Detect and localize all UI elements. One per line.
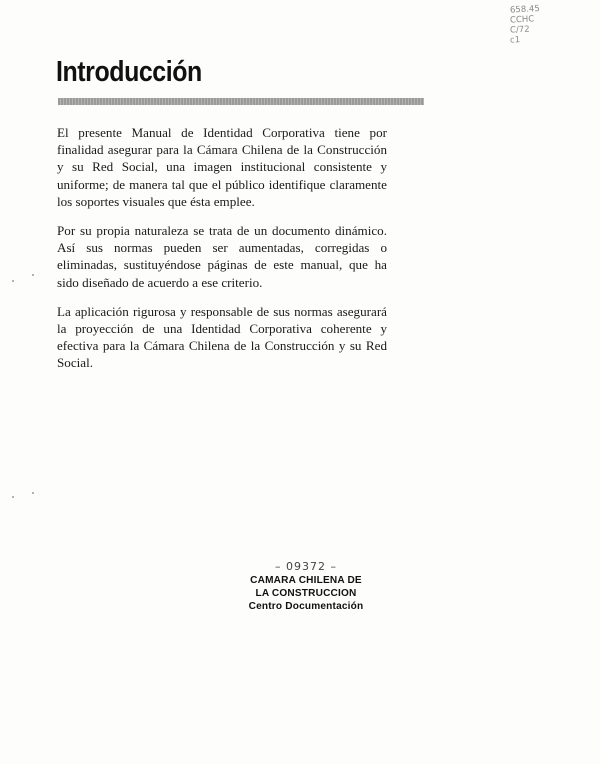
handwritten-note-line: CCHC [509, 14, 535, 26]
library-stamp [236, 560, 376, 613]
body-text [57, 124, 387, 384]
title-underline-bar [58, 98, 424, 105]
scan-speck [12, 496, 14, 498]
stamp-line: LA CONSTRUCCION [255, 587, 357, 599]
scan-speck [32, 492, 34, 494]
handwritten-note-line: c1 [509, 35, 521, 46]
scan-speck [12, 280, 14, 282]
paragraph: El presente Manual de Identidad Corporativa tiene por finalidad asegurar para la Cámara Chilena de la Construcción y su Red Social, una imagen institucional consistente y uniforme; de manera tal que el público identifique claramente los soportes visuales que ésta emplee. [57, 125, 387, 209]
scan-speck [32, 274, 34, 276]
stamp-number: – 09372 – [275, 560, 337, 573]
paragraph: Por su propia naturaleza se trata de un documento dinámico. Así sus normas pueden ser aumentadas, corregidas o eliminadas, sustituyéndose páginas de este manual, que ha sido diseñado de acuerdo a ese criterio. [57, 223, 387, 290]
stamp-line: Centro Documentación [248, 600, 364, 612]
handwritten-note-line: C/72 [509, 24, 530, 36]
page-title: Introducción [56, 56, 202, 88]
handwritten-catalog-note [510, 4, 570, 44]
paragraph: La aplicación rigurosa y responsable de sus normas asegurará la proyección de una Identidad Corporativa coherente y efectiva para la Cámara Chilena de la Construcción y su Red Social. [57, 303, 387, 371]
stamp-line: CAMARA CHILENA DE [250, 574, 362, 586]
handwritten-note-line: 658.45 [509, 4, 541, 16]
